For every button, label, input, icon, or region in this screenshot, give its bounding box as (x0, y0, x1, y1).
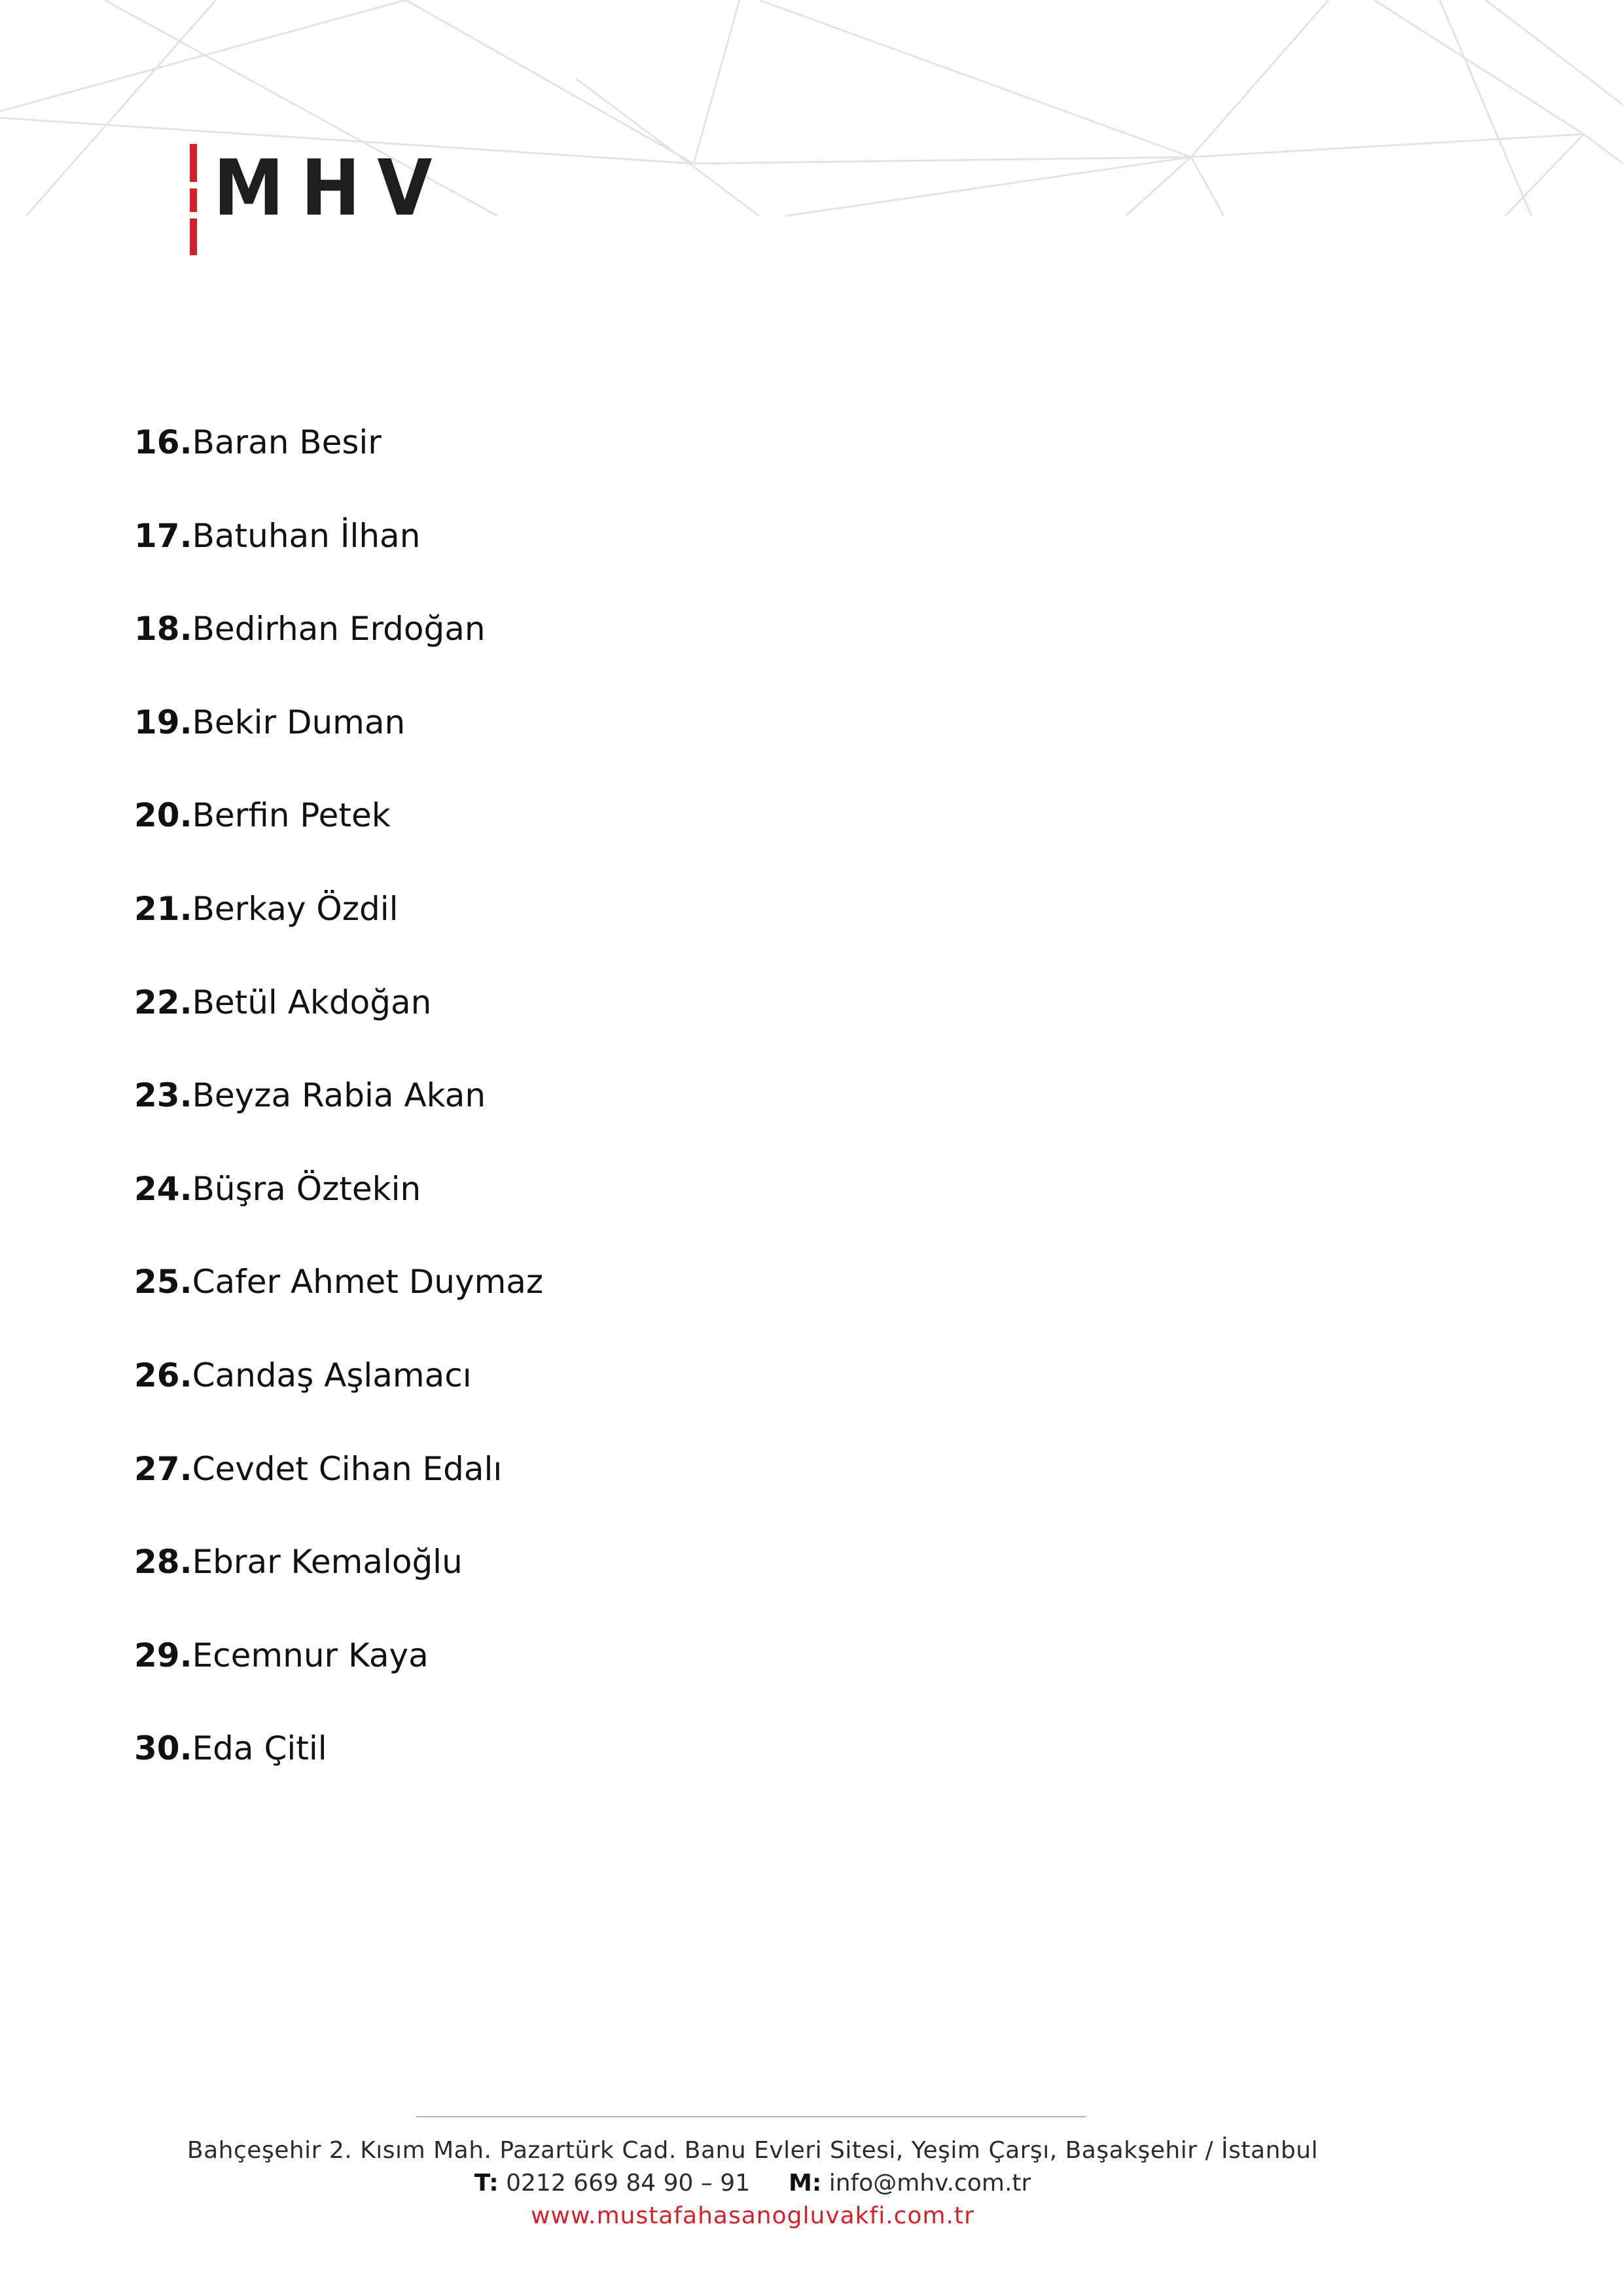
list-item (134, 1352, 543, 1445)
list-item (134, 792, 543, 885)
list-item (134, 885, 543, 979)
list-item-name: Batuhan İlhan (192, 516, 421, 555)
list-item-name: Cafer Ahmet Duymaz (192, 1263, 544, 1301)
list-item-number: 23. (134, 1076, 192, 1115)
list-item-name: Eda Çitil (192, 1729, 327, 1768)
list-item-name: Beyza Rabia Akan (192, 1076, 486, 1115)
footer-address: Bahçeşehir 2. Kısım Mah. Pazartürk Cad. Banu Evleri Sitesi, Yeşim Çarşı, Başakşehir / İstanbul (187, 2137, 1319, 2164)
list-item-number: 20. (134, 796, 192, 835)
list-item-number: 22. (134, 983, 192, 1021)
list-item-name: Cevdet Cihan Edalı (192, 1449, 503, 1488)
list-item (134, 1725, 543, 1818)
list-item-number: 27. (134, 1449, 192, 1488)
list-item (134, 1538, 543, 1632)
list-item-name: Ebrar Kemaloğlu (192, 1543, 463, 1581)
list-item-number: 19. (134, 703, 192, 741)
list-item (134, 1258, 543, 1352)
list-item-number: 21. (134, 889, 192, 928)
list-item-name: Candaş Aşlamacı (192, 1356, 472, 1394)
phone-label: T: (474, 2170, 499, 2197)
list-item-name: Baran Besir (192, 423, 382, 461)
list-item (134, 979, 543, 1072)
phone-number: 0212 669 84 90 – 91 (506, 2170, 751, 2197)
list-item-number: 28. (134, 1543, 192, 1581)
list-item-number: 29. (134, 1636, 192, 1674)
mhv-logo (190, 143, 450, 255)
list-item-number: 18. (134, 610, 192, 648)
list-item (134, 1632, 543, 1725)
list-item-name: Büşra Öztekin (192, 1169, 421, 1208)
list-item-name: Ecemnur Kaya (192, 1636, 429, 1674)
list-item-number: 16. (134, 423, 192, 461)
list-item-number: 25. (134, 1263, 192, 1301)
list-item (134, 699, 543, 792)
list-item-name: Bedirhan Erdoğan (192, 610, 486, 648)
footer-contact (0, 2167, 1505, 2200)
footer-divider (416, 2116, 1086, 2117)
list-item-name: Betül Akdoğan (192, 983, 432, 1021)
mail-label: M: (789, 2170, 822, 2197)
list-item-number: 30. (134, 1729, 192, 1768)
list-item (134, 419, 543, 512)
list-item-name: Bekir Duman (192, 703, 406, 741)
list-item-number: 17. (134, 516, 192, 555)
list-item-number: 26. (134, 1356, 192, 1394)
list-item (134, 1072, 543, 1165)
list-item-name: Berkay Özdil (192, 889, 399, 928)
mail-address[interactable]: info@mhv.com.tr (829, 2170, 1031, 2197)
list-item-name: Berfin Petek (192, 796, 391, 835)
list-item-number: 24. (134, 1169, 192, 1208)
list-item (134, 605, 543, 699)
list-item (134, 512, 543, 606)
list-item (134, 1445, 543, 1539)
logo-accent-bar (190, 144, 197, 255)
footer (0, 2134, 1505, 2233)
footer-website-link[interactable]: www.mustafahasanogluvakfi.com.tr (531, 2202, 974, 2229)
student-name-list (134, 419, 543, 1818)
logo-wordmark: MHV (213, 143, 450, 233)
list-item (134, 1165, 543, 1259)
